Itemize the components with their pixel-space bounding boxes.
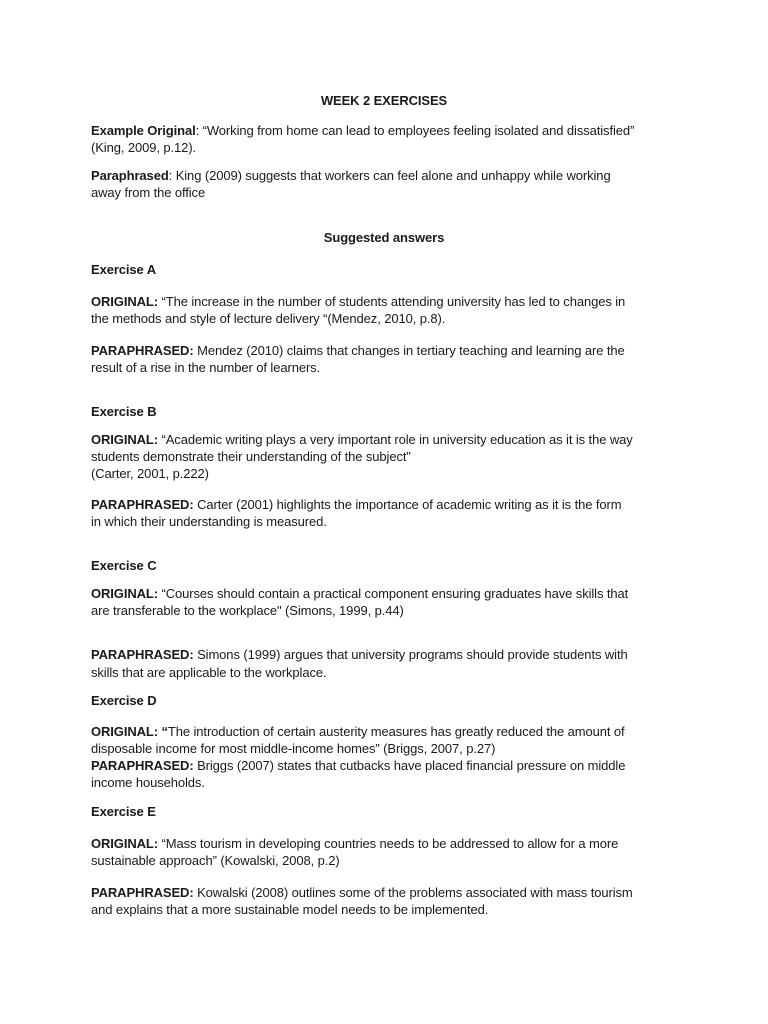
exercise-original-line: students demonstrate their understanding of the subject” [91, 449, 411, 464]
exercise-original-line: sustainable approach” (Kowalski, 2008, p.2) [91, 853, 340, 868]
exercise-paraphrased: PARAPHRASED: Briggs (2007) states that cutbacks have placed financial pressure on middle [91, 758, 626, 773]
example-paraphrased: Paraphrased: King (2009) suggests that workers can feel alone and unhappy while working [91, 168, 611, 183]
example-paraphrased-line: away from the office [91, 185, 206, 200]
exercise-heading: Exercise E [91, 804, 156, 819]
page-title: WEEK 2 EXERCISES [320, 93, 448, 108]
exercise-paraphrased-line: result of a rise in the number of learners. [91, 360, 321, 375]
exercise-heading: Exercise C [91, 558, 157, 573]
exercise-original-line: disposable income for most middle-income homes” (Briggs, 2007, p.27) [91, 741, 496, 756]
exercise-paraphrased: PARAPHRASED: Carter (2001) highlights the importance of academic writing as it is the form [91, 497, 622, 512]
exercise-paraphrased-line: income households. [91, 775, 205, 790]
exercise-paraphrased: PARAPHRASED: Kowalski (2008) outlines some of the problems associated with mass tourism [91, 885, 633, 900]
example-original: Example Original: “Working from home can lead to employees feeling isolated and dissatisfied” [91, 123, 635, 138]
exercise-original: ORIGINAL: “Mass tourism in developing countries needs to be addressed to allow for a more [91, 836, 619, 851]
exercise-original: ORIGINAL: “Courses should contain a practical component ensuring graduates have skills that [91, 586, 629, 601]
exercise-original-line: the methods and style of lecture delivery “(Mendez, 2010, p.8). [91, 311, 446, 326]
exercise-original: ORIGINAL: “The increase in the number of students attending university has led to changes in [91, 294, 626, 309]
exercise-paraphrased: PARAPHRASED: Simons (1999) argues that university programs should provide students with [91, 647, 628, 662]
exercise-original-line: are transferable to the workplace" (Simons, 1999, p.44) [91, 603, 404, 618]
section-subtitle: Suggested answers [323, 230, 445, 245]
example-paraphrased-label: Paraphrased [91, 168, 169, 183]
exercise-original-line: (Carter, 2001, p.222) [91, 466, 209, 481]
exercise-original: ORIGINAL: “The introduction of certain austerity measures has greatly reduced the amount of [91, 724, 625, 739]
exercise-paraphrased: PARAPHRASED: Mendez (2010) claims that changes in tertiary teaching and learning are the [91, 343, 625, 358]
example-original-label: Example Original [91, 123, 196, 138]
exercise-paraphrased-line: and explains that a more sustainable model needs to be implemented. [91, 902, 489, 917]
exercise-paraphrased-line: skills that are applicable to the workplace. [91, 665, 327, 680]
exercise-heading: Exercise D [91, 693, 157, 708]
exercise-heading: Exercise A [91, 262, 157, 277]
example-original-line: (King, 2009, p.12). [91, 140, 197, 155]
exercise-heading: Exercise B [91, 404, 157, 419]
exercise-original: ORIGINAL: “Academic writing plays a very important role in university education as it is the way [91, 432, 633, 447]
exercise-paraphrased-line: in which their understanding is measured. [91, 514, 327, 529]
